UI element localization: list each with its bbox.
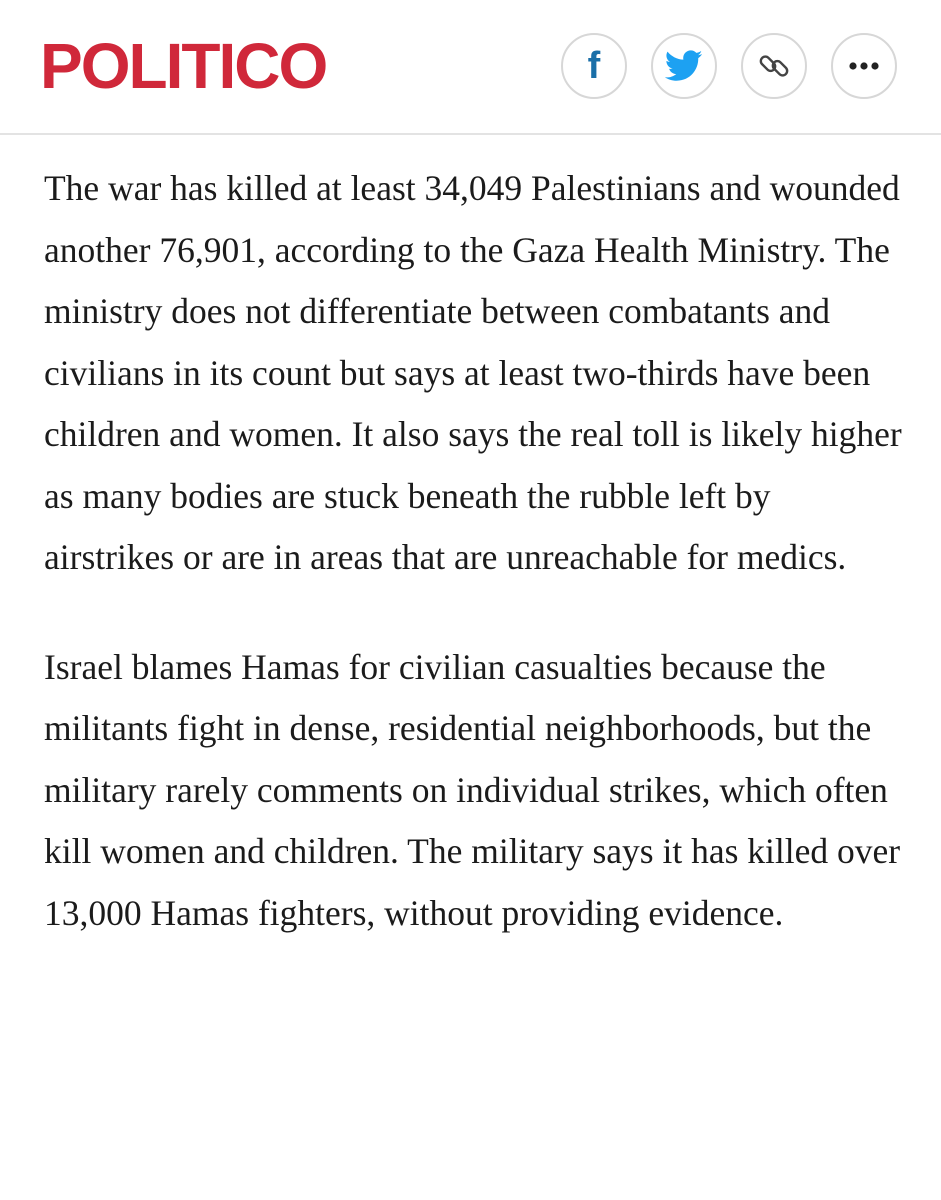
more-icon xyxy=(847,61,881,71)
politico-logo[interactable]: POLITICO xyxy=(40,30,327,102)
twitter-share-button[interactable] xyxy=(651,33,717,99)
top-bar xyxy=(0,0,941,135)
share-bar xyxy=(561,33,897,99)
copy-link-button[interactable] xyxy=(741,33,807,99)
article-paragraph: The war has killed at least 34,049 Palestinians and wounded another 76,901, according to the Gaza Health Ministry. The ministry does not differentiate between combatants and civilians in its count but says at least two-thirds have been children and women. It also says the real toll is likely higher as many bodies are stuck beneath the rubble left by airstrikes or are in areas that are unreachable for medics. xyxy=(44,168,902,577)
facebook-share-button[interactable] xyxy=(561,33,627,99)
twitter-icon xyxy=(665,50,703,82)
more-options-button[interactable] xyxy=(831,33,897,99)
link-icon xyxy=(756,48,792,84)
facebook-icon: f xyxy=(587,45,601,87)
article-body xyxy=(44,158,904,992)
article-paragraph: Israel blames Hamas for civilian casualties because the militants fight in dense, residential neighborhoods, but the military rarely comments on individual strikes, which often kill women and children. The military says it has killed over 13,000 Hamas fighters, without providing evidence. xyxy=(44,646,901,933)
